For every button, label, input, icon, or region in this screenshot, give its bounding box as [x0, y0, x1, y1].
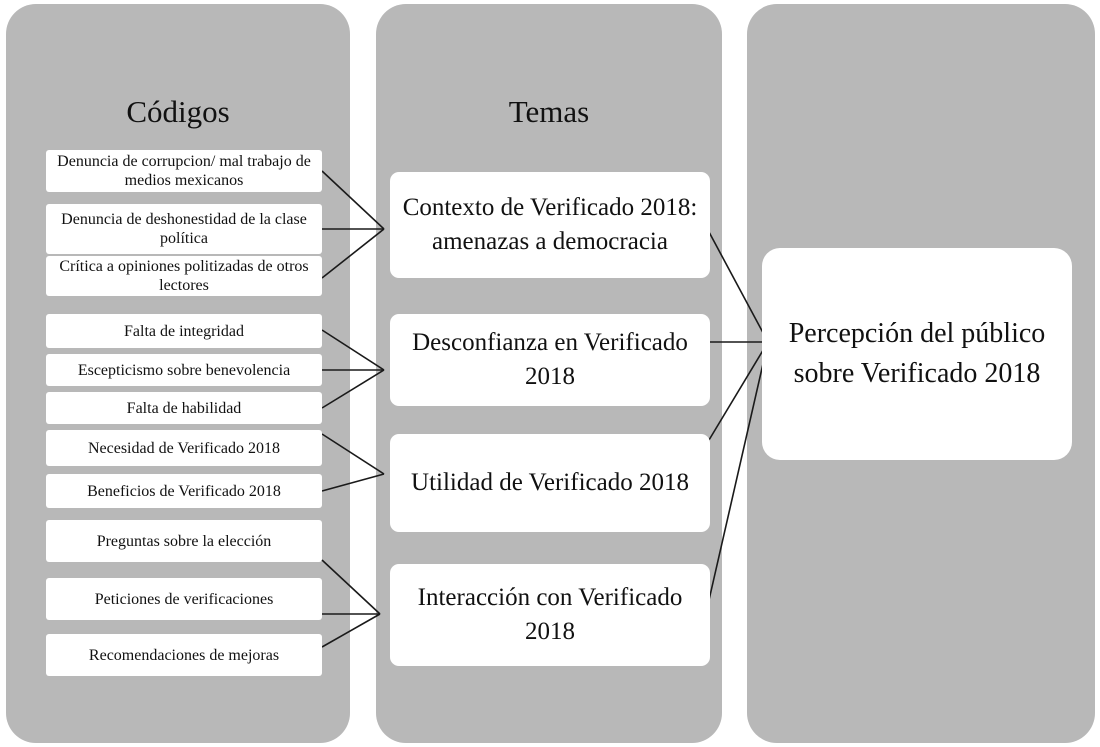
- theme-label: Desconfianza en Verificado 2018: [412, 329, 688, 390]
- code-label: Falta de habilidad: [126, 399, 242, 417]
- result-box: [762, 248, 1072, 460]
- code-box: [46, 430, 322, 466]
- connector-line: [322, 229, 384, 278]
- theme-label: Utilidad de Verificado 2018: [411, 469, 689, 496]
- theme-box: [390, 434, 710, 532]
- code-box: [46, 150, 322, 192]
- code-box: [46, 474, 322, 508]
- connector-line: [709, 342, 768, 440]
- code-box: [46, 634, 322, 676]
- theme-label: Contexto de Verificado 2018: amenazas a democracia: [402, 194, 698, 255]
- theme-box: [390, 314, 710, 406]
- connector-line: [322, 560, 380, 614]
- code-box: [46, 204, 322, 254]
- code-label: Denuncia de corrupcion/ mal trabajo de medios mexicanos: [57, 153, 311, 189]
- theme-label: Interacción con Verificado 2018: [417, 584, 683, 645]
- connector-line: [322, 434, 384, 474]
- code-label: Escepticismo sobre benevolencia: [77, 361, 291, 379]
- connector-line: [322, 171, 384, 229]
- codes-column-title: Códigos: [126, 94, 230, 129]
- code-box: [46, 520, 322, 562]
- connector-line: [322, 370, 384, 408]
- code-label: Denuncia de deshonestidad de la clase política: [61, 211, 307, 247]
- code-box: [46, 578, 322, 620]
- code-box: [46, 354, 322, 386]
- code-label: Crítica a opiniones politizadas de otros lectores: [59, 258, 309, 294]
- code-box: [46, 256, 322, 296]
- themes-column-title: Temas: [508, 94, 590, 129]
- code-label: Falta de integridad: [124, 322, 244, 340]
- connector-line: [322, 330, 384, 370]
- code-label: Recomendaciones de mejoras: [88, 646, 280, 664]
- connector-line: [709, 232, 768, 342]
- code-box: [46, 392, 322, 424]
- connector-line: [322, 614, 380, 647]
- code-label: Necesidad de Verificado 2018: [87, 439, 281, 457]
- result-label: Percepción del público sobre Verificado 2018: [788, 318, 1046, 389]
- code-label: Beneficios de Verificado 2018: [87, 482, 281, 500]
- code-label: Peticiones de verificaciones: [94, 590, 274, 608]
- connector-line: [322, 474, 384, 491]
- theme-box: [390, 172, 710, 278]
- connector-line: [709, 342, 768, 600]
- code-box: [46, 314, 322, 348]
- code-label: Preguntas sobre la elección: [96, 532, 272, 550]
- theme-box: [390, 564, 710, 666]
